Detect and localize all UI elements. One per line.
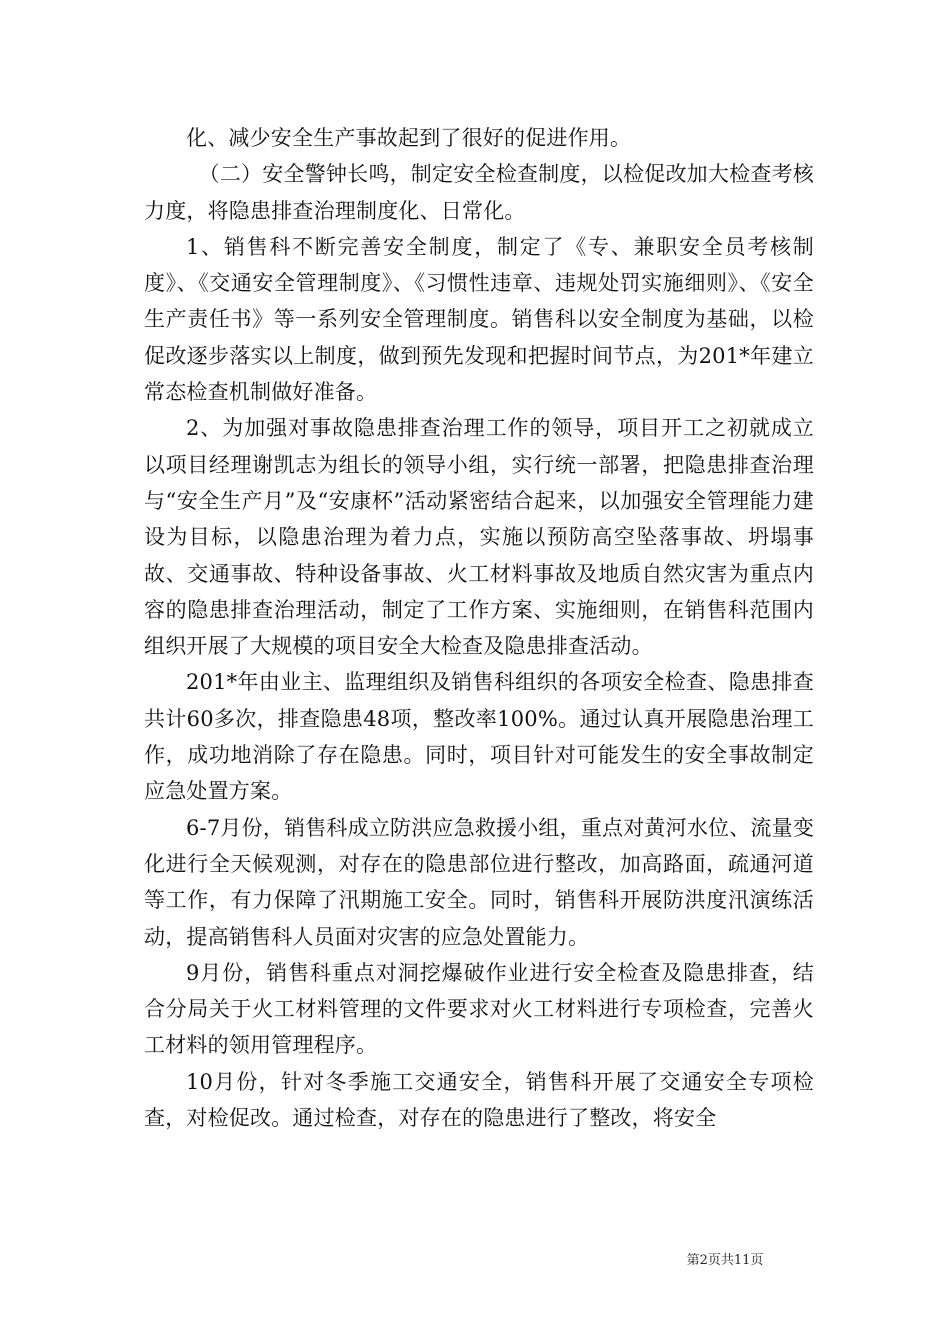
paragraph-4: 2、为加强对事故隐患排查治理工作的领导，项目开工之初就成立以项目经理谢凯志为组长的领导小组，实行统一部署，把隐患排查治理与“安全生产月”及“安康杯”活动紧密结合起来，以加强安全管理能力建设为目标，以隐患治理为着力点，实施以预防高空坠落事故、坍塌事故、交通事故、特种设备事故、火工材料事故及地质自然灾害为重点内容的隐患排查治理活动，制定了工作方案、实施细则，在销售科范围内组织开展了大规模的项目安全大检查及隐患排查活动。: [144, 416, 814, 659]
paragraph-5: 201*年由业主、监理组织及销售科组织的各项安全检查、隐患排查共计60多次，排查隐患48项，整改率100%。通过认真开展隐患治理工作，成功地消除了存在隐患。同时，项目针对可能发生的安全事故制定应急处置方案。: [144, 670, 814, 804]
paragraph-8: 10月份，针对冬季施工交通安全，销售科开展了交通安全专项检查，对检促改。通过检查，对存在的隐患进行了整改，将安全: [144, 1069, 814, 1131]
paragraph-2: （二）安全警钟长鸣，制定安全检查制度，以检促改加大检查考核力度，将隐患排查治理制度化、日常化。: [144, 162, 814, 223]
paragraph-3: 1、销售科不断完善安全制度，制定了《专、兼职安全员考核制度》、《交通安全管理制度》、《习惯性违章、违规处罚实施细则》、《安全生产责任书》等一系列安全管理制度。销售科以安全制度为基础，以检促改逐步落实以上制度，做到预先发现和把握时间节点，为201*年建立常态检查机制做好准备。: [144, 234, 814, 405]
paragraph-6: 6-7月份，销售科成立防洪应急救援小组，重点对黄河水位、流量变化进行全天候观测，对存在的隐患部位进行整改，加高路面，疏通河道等工作，有力保障了汛期施工安全。同时，销售科开展防洪度汛演练活动，提高销售科人员面对灾害的应急处置能力。: [144, 815, 815, 949]
paragraph-1: 化、减少安全生产事故起到了很好的促进作用。: [186, 126, 632, 150]
page-number-footer: 第2页共11页: [686, 1253, 764, 1268]
document-body: [144, 120, 814, 1136]
paragraph-7: 9月份，销售科重点对洞挖爆破作业进行安全检查及隐患排查，结合分局关于火工材料管理的文件要求对火工材料进行专项检查，完善火工材料的领用管理程序。: [144, 960, 814, 1058]
